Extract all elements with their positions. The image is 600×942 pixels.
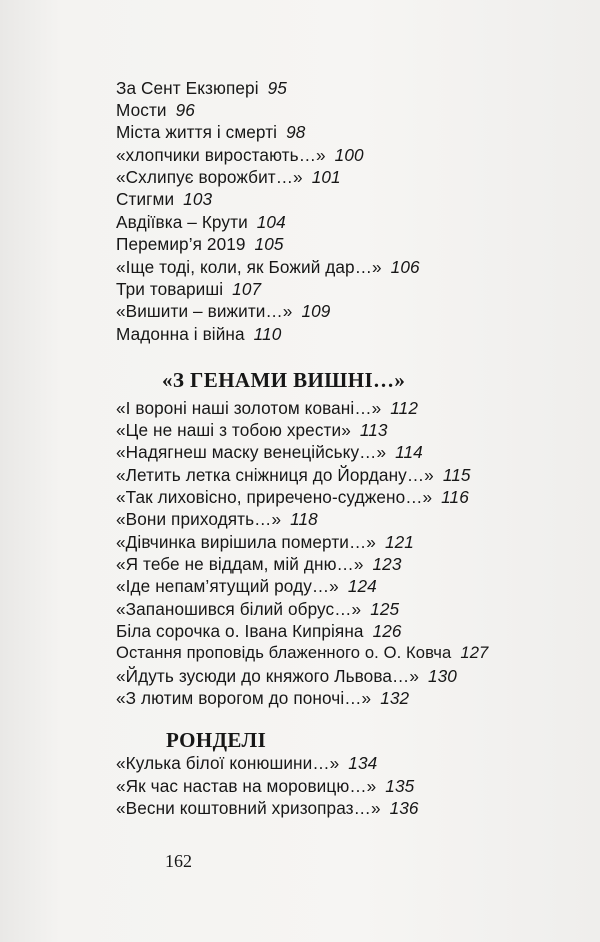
toc-entry-page: 103 — [183, 189, 213, 209]
section-three-heading: РОНДЕЛІ — [166, 728, 267, 752]
toc-entry-page: 95 — [267, 78, 287, 98]
toc-entry — [116, 598, 399, 620]
toc-entry — [116, 752, 377, 774]
toc-entry — [116, 233, 284, 255]
toc-entry — [116, 77, 287, 99]
toc-entry-title: «Вишити – вижити…» — [116, 301, 293, 321]
toc-entry-title: Стигми — [116, 189, 175, 209]
toc-entry-page: 123 — [372, 554, 402, 574]
toc-entry-title: «Весни коштовний хризопраз…» — [116, 798, 381, 818]
toc-entry-page: 100 — [334, 145, 364, 165]
toc-entry-title: «Це не наші з тобою хрести» — [116, 420, 351, 440]
toc-entry-title: «Так лиховісно, приречено-суджено…» — [116, 487, 433, 507]
toc-entry-page: 114 — [395, 442, 423, 462]
toc-entry-title: Міста життя і смерті — [116, 122, 278, 142]
toc-entry-title: Мости — [116, 100, 167, 120]
toc-entry-title: Біла сорочка о. Івана Кипріяна — [116, 621, 364, 641]
toc-entry-title: «Летить летка сніжниця до Йордану…» — [116, 465, 434, 485]
toc-entry-page: 113 — [359, 420, 388, 440]
toc-entry-page: 116 — [441, 487, 469, 507]
toc-entry-title: «Запаношився білий обрус…» — [116, 599, 362, 619]
toc-entry — [116, 121, 305, 143]
toc-entry — [116, 397, 418, 419]
page-number: 162 — [165, 851, 192, 871]
toc-entry-title: «Іще тоді, коли, як Божий дар…» — [116, 257, 382, 277]
toc-entry-page: 124 — [347, 576, 377, 596]
toc-entry-title: «Йдуть зусюди до княжого Львова…» — [116, 666, 419, 686]
toc-entry — [116, 665, 457, 687]
toc-entry — [116, 256, 420, 278]
toc-entry-title: «Надягнеш маску венеційську…» — [116, 442, 387, 462]
toc-entry-page: 135 — [385, 776, 415, 796]
toc-entry-page: 96 — [175, 100, 195, 120]
toc-entry — [116, 620, 402, 642]
toc-entry — [116, 575, 377, 597]
toc-entry — [116, 188, 212, 210]
toc-entry-page: 112 — [390, 398, 418, 418]
toc-entry-title: Три товариші — [116, 279, 224, 299]
toc-entry-title: За Сент Екзюпері — [116, 78, 259, 98]
toc-entry — [116, 323, 281, 345]
toc-entry-page: 118 — [290, 509, 318, 529]
toc-entry — [116, 441, 423, 463]
toc-entry — [116, 642, 488, 664]
toc-entry-title: «І вороні наші золотом ковані…» — [116, 398, 382, 418]
toc-entry-page: 110 — [253, 324, 282, 344]
toc-entry — [116, 419, 388, 441]
toc-entry-title: «Я тебе не віддам, мій дню…» — [116, 554, 364, 574]
toc-entry-title: Мадонна і війна — [116, 324, 245, 344]
toc-entry-page: 98 — [286, 122, 306, 142]
toc-entry-title: Остання проповідь блаженного о. О. Ковча — [116, 643, 452, 662]
toc-entry-title: Авдіївка – Крути — [116, 212, 248, 232]
toc-entry-page: 125 — [370, 599, 400, 619]
toc-entry — [116, 144, 364, 166]
toc-entry — [116, 300, 330, 322]
toc-entry-page: 126 — [372, 621, 402, 641]
toc-entry-title: Перемир’я 2019 — [116, 234, 246, 254]
toc-entry — [116, 166, 341, 188]
toc-entry-title: «Вони приходять…» — [116, 509, 282, 529]
toc-entry — [116, 687, 409, 709]
toc-entry-title: «Іде непам’ятущий роду…» — [116, 576, 339, 596]
toc-entry-page: 121 — [384, 532, 414, 552]
toc-entry-page: 104 — [256, 212, 286, 232]
toc-entry-title: «Дівчинка вирішила померти…» — [116, 532, 376, 552]
toc-entry-page: 101 — [311, 167, 341, 187]
toc-entry-title: «Схлипує ворожбит…» — [116, 167, 303, 187]
toc-entry-page: 136 — [389, 798, 419, 818]
toc-entry — [116, 531, 414, 553]
toc-entry — [116, 278, 261, 300]
toc-entry-title: «хлопчики виростають…» — [116, 145, 326, 165]
toc-entry-page: 106 — [390, 257, 420, 277]
toc-entry-page: 105 — [254, 234, 284, 254]
toc-entry — [116, 211, 286, 233]
toc-entry-title: «Як час настав на моровицю…» — [116, 776, 377, 796]
toc-entry-title: «З лютим ворогом до поночі…» — [116, 688, 372, 708]
toc-entry — [116, 797, 419, 819]
toc-entry — [116, 99, 195, 121]
toc-entry-page: 132 — [380, 688, 410, 708]
toc-entry — [116, 553, 402, 575]
toc-entry-title: «Кулька білої конюшини…» — [116, 753, 340, 773]
toc-entry-page: 109 — [301, 301, 331, 321]
toc-entry-page: 134 — [348, 753, 378, 773]
toc-entry — [116, 775, 414, 797]
toc-entry-page: 115 — [442, 465, 471, 485]
toc-entry-page: 130 — [427, 666, 457, 686]
toc-entry-page: 107 — [232, 279, 262, 299]
toc-entry — [116, 464, 471, 486]
section-two-heading: «З ГЕНАМИ ВИШНІ…» — [162, 368, 406, 392]
toc-entry — [116, 486, 469, 508]
toc-entry-page: 127 — [460, 643, 489, 662]
toc-entry — [116, 508, 318, 530]
